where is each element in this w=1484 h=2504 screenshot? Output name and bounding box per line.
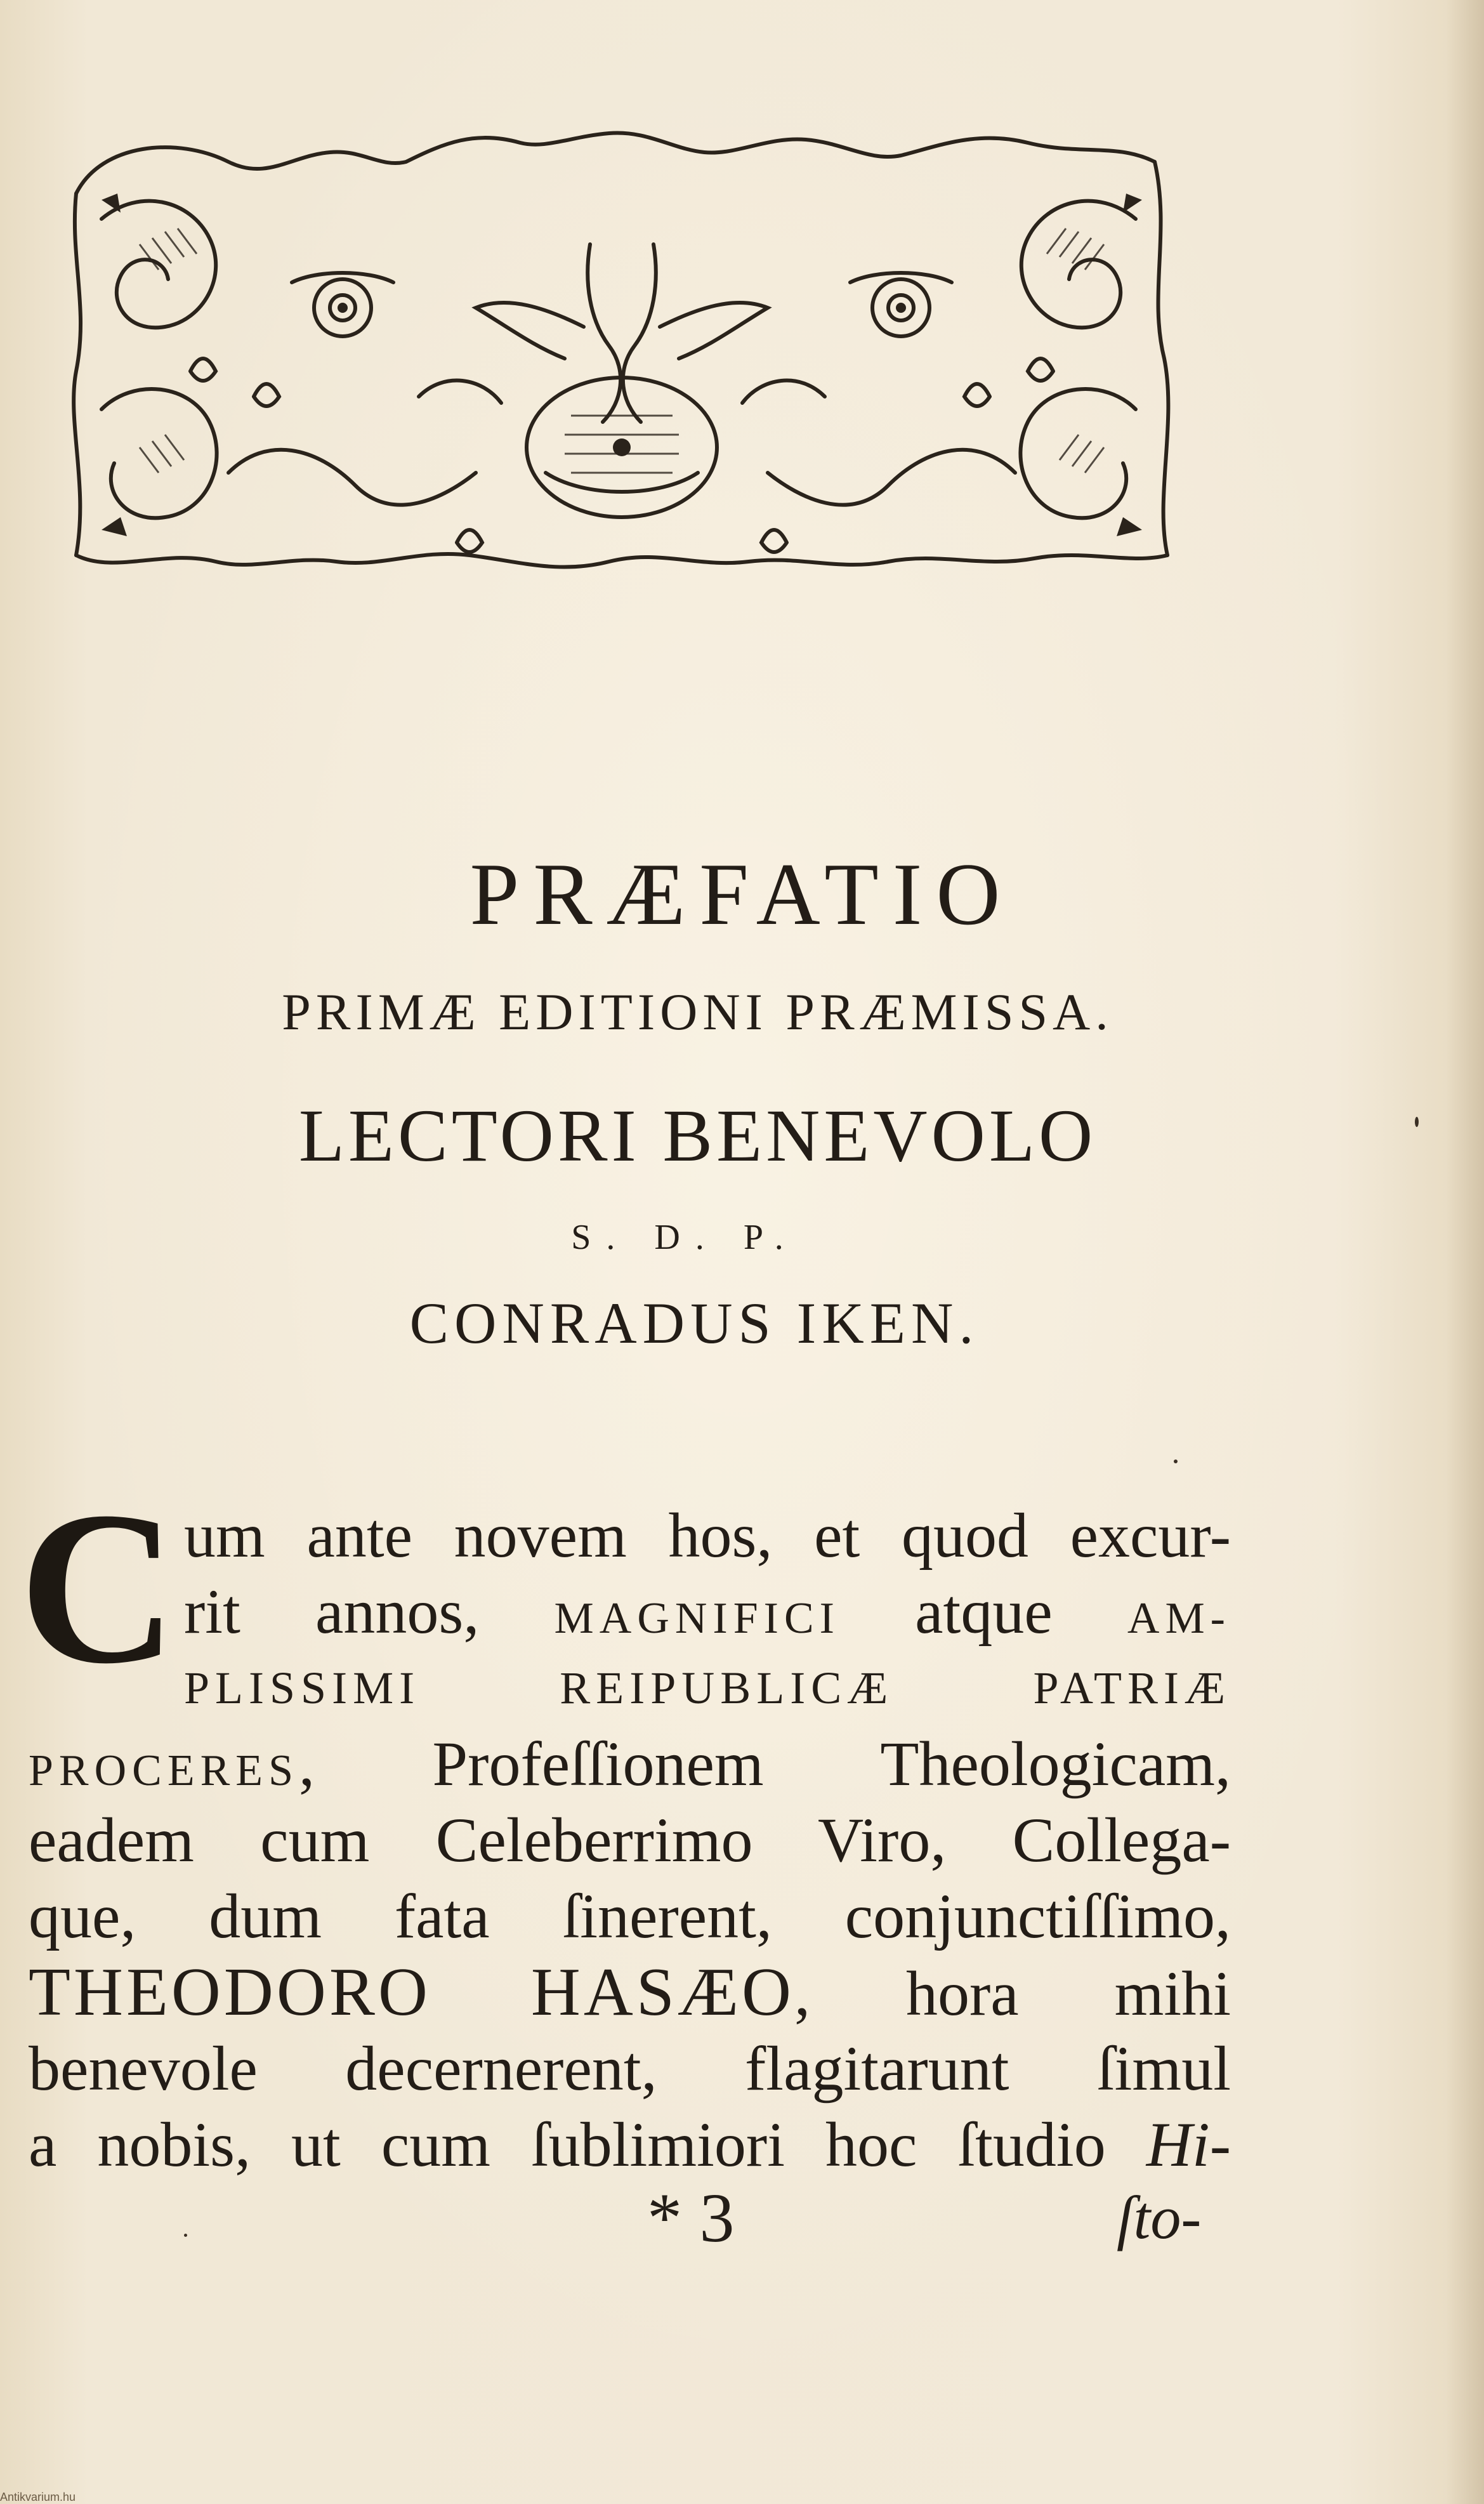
salutation-line: S. D. P. — [571, 1218, 799, 1257]
page-title: PRÆFATIO — [469, 845, 1015, 944]
text-line-9 — [29, 2107, 1231, 2183]
text-segment: atque — [839, 1576, 1127, 1647]
text-segment: a nobis, ut cum ſublimiori hoc ſtudio — [29, 2109, 1146, 2180]
text-line-5: eadem cum Celeberrimo Viro, Collega- — [29, 1805, 1231, 1875]
catchword: ſto- — [1117, 2184, 1202, 2251]
text-segment: rit annos, — [184, 1576, 555, 1647]
paper-speck — [184, 2234, 187, 2237]
text-line-7 — [29, 1954, 1231, 2031]
small-caps-text: AM- — [1127, 1594, 1231, 1643]
text-segment: , Profeſſionem Theologicam, — [299, 1729, 1231, 1799]
text-line-4 — [29, 1726, 1231, 1802]
paper-speck — [1415, 1117, 1419, 1127]
headpiece-ornament-icon — [63, 117, 1180, 581]
drop-cap-letter: C — [19, 1466, 178, 1709]
page-subtitle: PRIMÆ EDITIONI PRÆMISSA. — [282, 983, 1113, 1041]
caps-text: THEODORO HASÆO — [29, 1954, 794, 2030]
address-line: LECTORI BENEVOLO — [298, 1094, 1097, 1177]
small-caps-text: MAGNIFICI — [554, 1594, 840, 1643]
text-line-1: um ante novem hos, et quod excur- — [184, 1500, 1231, 1571]
small-caps-text: PROCERES — [29, 1746, 299, 1795]
signature-mark: * 3 — [647, 2179, 735, 2257]
text-line-2 — [29, 1574, 1231, 1650]
text-line-8: benevole decernerent, flagitarunt ſimul — [29, 2033, 1231, 2104]
body-text — [29, 1498, 1231, 2183]
page-footer — [0, 2177, 1484, 2259]
text-segment: , hora mihi — [794, 1958, 1231, 2029]
italic-text: Hi- — [1146, 2109, 1231, 2180]
text-line-3: PLISSIMI REIPUBLICÆ PATRIÆ — [184, 1663, 1231, 1713]
author-line: CONRADUS IKEN. — [409, 1291, 980, 1355]
page-edge-shadow — [1446, 0, 1484, 2504]
watermark-text: Antikvarium.hu — [0, 2491, 76, 2503]
text-line-6: que, dum fata ſinerent, conjunctiſſimo, — [29, 1881, 1231, 1951]
paper-speck — [1174, 1460, 1178, 1463]
